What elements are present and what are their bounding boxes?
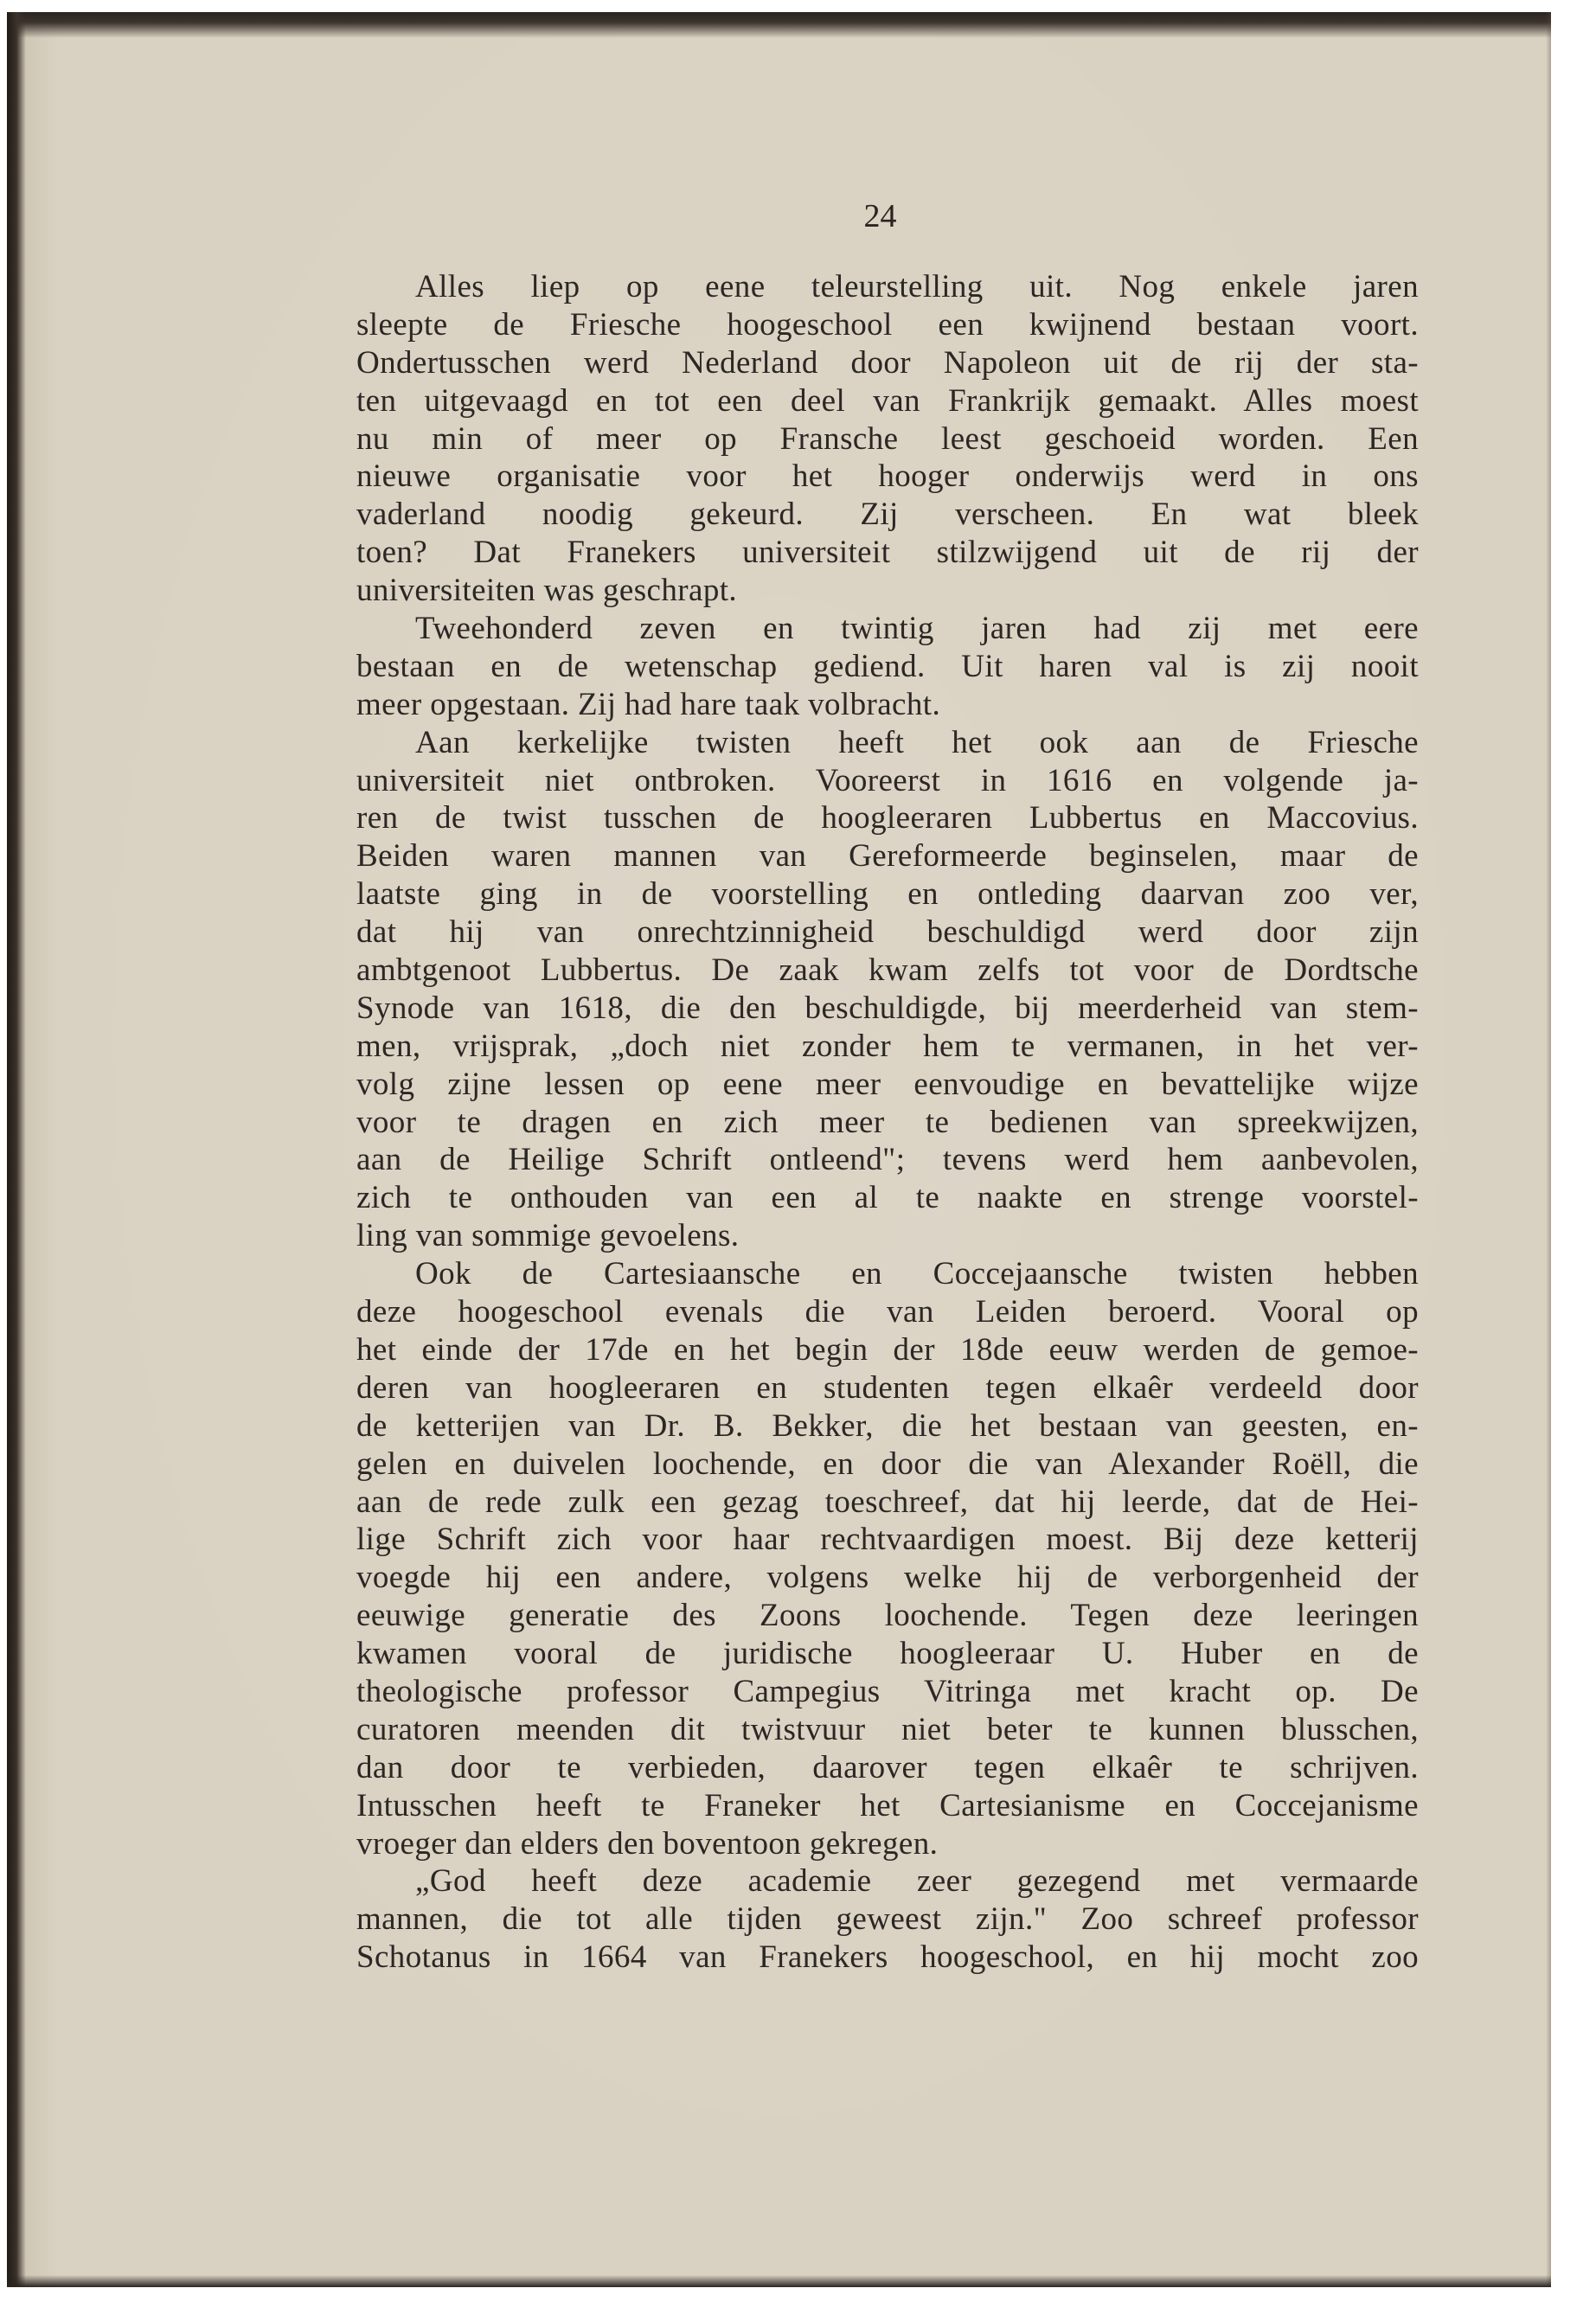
text-line: universiteiten was geschrapt. bbox=[356, 573, 738, 609]
body-text bbox=[356, 268, 1419, 1977]
text-line: aan de rede zulk een gezag toeschreef, dat hij leerde, dat de Hei- bbox=[356, 1484, 1419, 1520]
text-line: ling van sommige gevoelens. bbox=[356, 1218, 740, 1254]
page-edge-left bbox=[7, 12, 26, 2287]
text-line: deze hoogeschool evenals die van Leiden beroerd. Vooral op bbox=[356, 1294, 1419, 1330]
text-line: de ketterijen van Dr. B. Bekker, die het bestaan van geesten, en- bbox=[356, 1407, 1419, 1444]
text-line: nieuwe organisatie voor het hooger onderwijs werd in ons bbox=[356, 458, 1419, 495]
text-line: mannen, die tot alle tijden geweest zijn." Zoo schreef professor bbox=[356, 1901, 1419, 1938]
text-line: gelen en duivelen loochende, en door die van Alexander Roëll, die bbox=[356, 1445, 1419, 1482]
text-line: ambtgenoot Lubbertus. De zaak kwam zelfs tot voor de Dordtsche bbox=[356, 952, 1419, 989]
text-line: nu min of meer op Fransche leest geschoeid worden. Een bbox=[356, 420, 1419, 457]
text-line: Synode van 1618, die den beschuldigde, bij meerderheid van stem- bbox=[356, 990, 1419, 1026]
text-line: voegde hij een andere, volgens welke hij de verborgenheid der bbox=[356, 1560, 1419, 1596]
text-line: bestaan en de wetenschap gediend. Uit haren val is zij nooit bbox=[356, 648, 1419, 684]
text-line: Aan kerkelijke twisten heeft het ook aan de Friesche bbox=[415, 724, 1419, 760]
text-line: zich te onthouden van een al te naakte en strenge voorstel- bbox=[356, 1180, 1419, 1216]
text-line: meer opgestaan. Zij had hare taak volbracht. bbox=[356, 686, 941, 722]
text-line: dan door te verbieden, daarover tegen elkaêr te schrijven. bbox=[356, 1749, 1419, 1785]
text-line: Alles liep op eene teleurstelling uit. Nog enkele jaren bbox=[415, 269, 1419, 304]
text-line: voor te dragen en zich meer te bedienen van spreekwijzen, bbox=[356, 1104, 1419, 1140]
text-line: ren de twist tusschen de hoogleeraren Lubbertus en Maccovius. bbox=[356, 800, 1419, 836]
text-line: lige Schrift zich voor haar rechtvaardigen moest. Bij deze ketterij bbox=[356, 1522, 1419, 1558]
text-line: curatoren meenden dit twistvuur niet beter te kunnen blusschen, bbox=[356, 1711, 1419, 1747]
text-line: Ook de Cartesiaansche en Coccejaansche twisten hebben bbox=[415, 1256, 1419, 1292]
text-line: toen? Dat Franekers universiteit stilzwijgend uit de rij der bbox=[356, 535, 1419, 571]
text-line: Beiden waren mannen van Gereformeerde beginselen, maar de bbox=[356, 838, 1419, 875]
text-line: vroeger dan elders den boventoon gekregen. bbox=[356, 1825, 939, 1862]
text-line: sleepte de Friesche hoogeschool een kwijnend bestaan voort. bbox=[356, 306, 1419, 343]
text-line: Schotanus in 1664 van Franekers hoogeschool, en hij mocht zoo bbox=[356, 1939, 1419, 1976]
text-line: Intusschen heeft te Franeker het Cartesianisme en Coccejanisme bbox=[356, 1787, 1419, 1823]
text-line: Ondertusschen werd Nederland door Napoleon uit de rij der sta- bbox=[356, 344, 1419, 381]
page-number: 24 bbox=[863, 198, 897, 234]
text-line: men, vrijsprak, „doch niet zonder hem te vermanen, in het ver- bbox=[356, 1028, 1419, 1064]
page-edge-top bbox=[7, 12, 1551, 38]
text-line: volg zijne lessen op eene meer eenvoudige en bevattelijke wijze bbox=[356, 1066, 1419, 1102]
text-line: eeuwige generatie des Zoons loochende. Tegen deze leeringen bbox=[356, 1598, 1419, 1634]
text-line: „God heeft deze academie zeer gezegend met vermaarde bbox=[415, 1863, 1419, 1900]
text-line: deren van hoogleeraren en studenten tegen elkaêr verdeeld door bbox=[356, 1369, 1419, 1406]
text-line: aan de Heilige Schrift ontleend"; tevens werd hem aanbevolen, bbox=[356, 1142, 1419, 1178]
page-edge-bottom bbox=[7, 2275, 1551, 2287]
text-line: vaderland noodig gekeurd. Zij verscheen. En wat bleek bbox=[356, 497, 1419, 533]
text-line: kwamen vooral de juridische hoogleeraar U. Huber en de bbox=[356, 1636, 1419, 1672]
text-line: theologische professor Campegius Vitringa met kracht op. De bbox=[356, 1673, 1419, 1709]
text-line: het einde der 17de en het begin der 18de eeuw werden de gemoe- bbox=[356, 1331, 1419, 1368]
text-line: laatste ging in de voorstelling en ontleding daarvan zoo ver, bbox=[356, 876, 1419, 913]
page-edge-right bbox=[1546, 12, 1551, 2287]
text-line: Tweehonderd zeven en twintig jaren had zij met eere bbox=[415, 611, 1419, 647]
text-line: dat hij van onrechtzinnigheid beschuldigd werd door zijn bbox=[356, 914, 1419, 951]
text-line: universiteit niet ontbroken. Vooreerst in 1616 en volgende ja- bbox=[356, 762, 1419, 798]
text-line: ten uitgevaagd en tot een deel van Frankrijk gemaakt. Alles moest bbox=[356, 382, 1419, 419]
